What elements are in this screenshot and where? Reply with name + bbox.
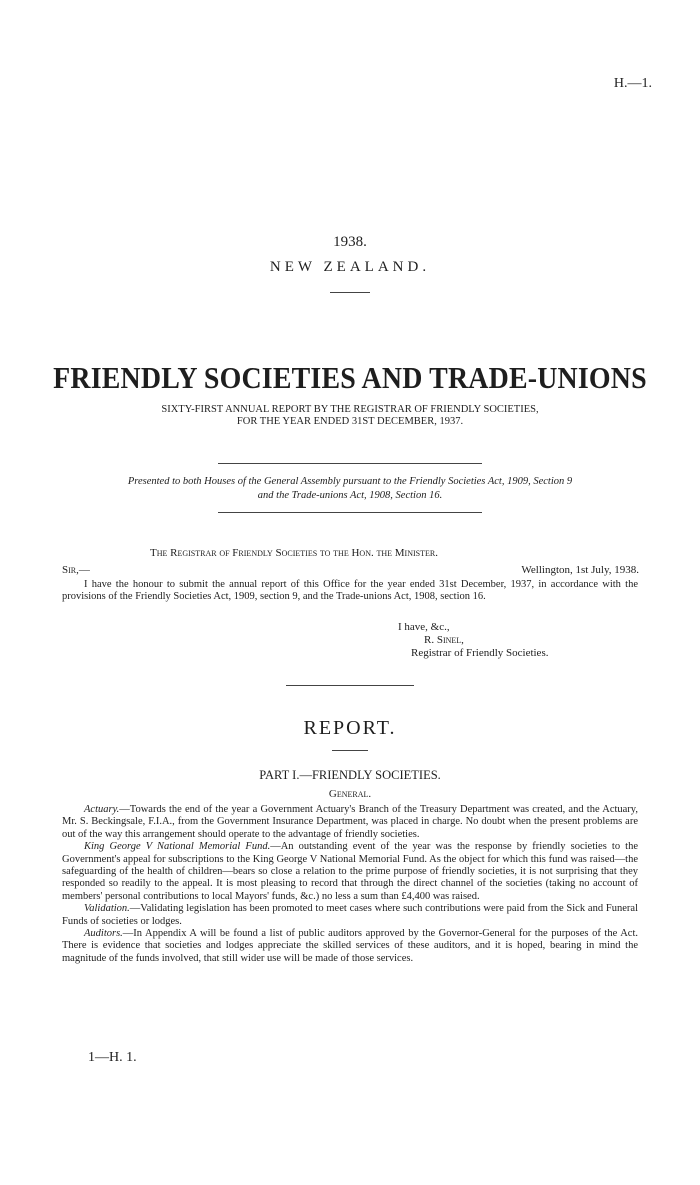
divider-2 [218,463,482,464]
paragraph-actuary [62,804,638,841]
letter-heading: The Registrar of Friendly Societies to the Hon. the Minister. [150,547,438,559]
letter-signature: R. Sinel, [424,634,464,646]
letter-salutation: Sir,— [62,564,90,576]
paragraph-lead: Validation. [84,903,130,915]
paragraph-text: —An outstanding event of the year was the response by friendly societies to the Government's appeal for subscriptions to the King George V National Memorial Fund. As the object for which this fund was raised—the safeguarding of the health of children—bears so close a relation to the prime purpose of friendly societies, it is not surprising that they responded so readily to the appeal. It is most pleasing to record that through the direct channel of the societies (taking no account of members' personal contributions to local Mayors' funds, &c.) no less a sum than £4,400 was raised. [62,841,638,902]
page-reference: H.—1. [613,76,652,91]
paragraph-lead: Actuary. [84,804,120,815]
country-heading: NEW ZEALAND. [269,259,431,275]
divider-4 [286,685,414,686]
paragraph-text: —In Appendix A will be found a list of public auditors approved by the Governor-General for the purposes of the Act. There is evidence that societies and lodges appreciate the skilled services of these auditors, and it is hoped, bearing in mind the magnitude of the funds involved, that still wider use will be made of those services. [62,928,638,964]
letter-signature-title: Registrar of Friendly Societies. [411,647,549,659]
presented-line-1: Presented to both Houses of the General Assembly pursuant to the Friendly Societies Act, 1909, Section 9 [127,476,573,487]
footer-reference: 1—H. 1. [88,1050,137,1065]
paragraph-lead: Auditors. [84,928,123,940]
paragraph-validation [62,903,638,928]
letter-body: I have the honour to submit the annual report of this Office for the year ended 31st December, 1937, in accordance with the provisions of the Friendly Societies Act, 1909, section 9, and the Trade-unions Act, 1908, section 16. [62,579,638,603]
letter-date: Wellington, 1st July, 1938. [521,564,639,576]
subtitle-line-2: FOR THE YEAR ENDED 31ST DECEMBER, 1937. [236,416,464,427]
divider-short-5 [332,750,368,751]
paragraph-text: —Validating legislation has been promoted to meet cases where such contributions were paid from the Sick and Funeral Funds of societies or lodges. [62,903,638,927]
paragraph-lead: King George V National Memorial Fund. [84,841,271,853]
divider-3 [218,512,482,513]
divider-short-1 [330,292,370,293]
report-title: REPORT. [303,717,397,739]
subtitle-line-1: SIXTY-FIRST ANNUAL REPORT BY THE REGISTRAR OF FRIENDLY SOCIETIES, [161,404,539,415]
paragraph-memorial-fund [62,841,638,903]
paragraph-auditors [62,928,638,965]
document-year: 1938. [333,234,367,250]
report-body [62,804,638,965]
presented-line-2: and the Trade-unions Act, 1908, Section 16. [257,490,443,501]
section-heading: General. [328,788,372,800]
letter-closing: I have, &c., [398,621,450,633]
part-heading: PART I.—FRIENDLY SOCIETIES. [259,768,441,782]
document-title: FRIENDLY SOCIETIES AND TRADE-UNIONS [53,360,647,395]
paragraph-text: —Towards the end of the year a Government Actuary's Branch of the Treasury Department was created, and the Actuary, Mr. S. Beckingsale, F.I.A., from the Government Insurance Department, was placed in charge. No doubt when the present problems are out of the way this arrangement should operate to the advantage of friendly societies. [62,804,638,840]
